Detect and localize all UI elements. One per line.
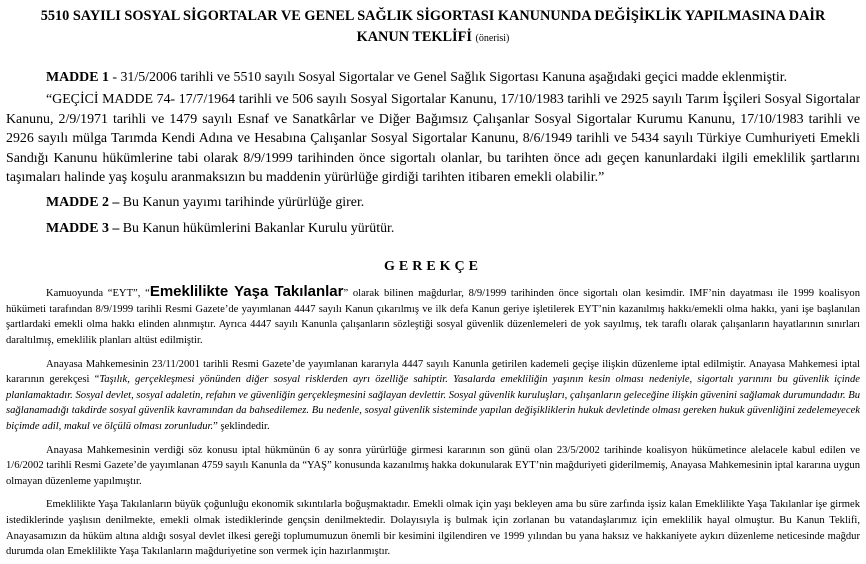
madde-3-text: Bu Kanun hükümlerini Bakanlar Kurulu yürütür.	[119, 220, 395, 236]
madde-1-label: MADDE 1	[46, 70, 109, 85]
document-title	[6, 0, 860, 49]
madde-1-text: - 31/5/2006 tarihli ve 5510 sayılı Sosyal Sigortalar ve Genel Sağlık Sigortası Kanuna aşağıdaki geçici madde eklenmiştir.	[108, 70, 788, 85]
madde-2-text: Bu Kanun yayımı tarihinde yürürlüğe girer.	[119, 195, 365, 211]
madde-2	[6, 193, 860, 212]
madde-2-label: MADDE 2 –	[46, 195, 120, 211]
gerekce-p1-emphasis: Emeklilikte Yaşa Takılanlar	[149, 283, 344, 301]
gerekce-p2-b: ” şeklindedir.	[213, 421, 270, 432]
gerekce-heading: GEREKÇE	[383, 259, 482, 275]
gerekce-paragraph-3: Anayasa Mahkemesinin verdiği söz konusu iptal hükmünün 6 ay sonra yürürlüğe girmesi kararının son günü olan 23/5/2002 tarihinde koalisyon hükümetince alelacele kabul edilen ve 1/6/2002 tarihli Resmi Gazete’de yayımlanan 4759 sayılı Kanunla da “YAŞ” konusunda kazanılmış hakka dokunularak EYT’nin mağduriyeti giderilmemiş, Anayasa Mahkemesinin iptal kararına uygun olmayan düzenleme yapılmıştır.	[6, 444, 860, 487]
gerekce-paragraph-2	[6, 357, 860, 435]
madde-1	[6, 68, 860, 87]
gerekce-p2-a: Anayasa Mahkemesinin 23/11/2001 tarihli Resmi Gazete’de yayımlanan kararıyla 4447 sayılı Kanunla getirilen kademeli geçişe ilişkin düzenleme iptal edilmiştir. Anayasa Mahkemesi iptal kararının gerekçesi “	[6, 358, 860, 386]
title-line-1: 5510 SAYILI SOSYAL SİGORTALAR VE GENEL SAĞLIK SİGORTASI KANUNUNDA DEĞİŞİKLİK YAPILMASINA DAİR	[40, 8, 826, 24]
title-line-2	[6, 27, 860, 49]
madde-3-label: MADDE 3 –	[46, 220, 120, 236]
gerekce-paragraph-4: Emeklilikte Yaşa Takılanların büyük çoğunluğu ekonomik sıkıntılarla boğuşmaktadır. Emekli olmak için yaşı bekleyen ama bu süre zarfında işsiz kalan Emeklilikte Yaşa Takılanlar işe girmek istediklerinde yaşlısın denilmekte, emekli olmak istediklerinde gençsin denilmektedir. Dolayısıyla iş bulmak için zorlanan bu vatandaşlarımız için emeklilik hayal olmuştur. Bu Kanun Teklifi, Anayasamızın da hüküm altına aldığı sosyal devlet ilkesi gereği toplumumuzun önemli bir kesimini ilgilendiren ve 1999 yılından bu yana haksız ve hakkaniyete aykırı düzenleme neticesinde mağdur durumda olan Emeklilikte Yaşa Takılanların mağduriyetine son vermek için hazırlanmıştır.	[6, 499, 860, 558]
madde-3	[6, 219, 860, 238]
title-onerisi: (önerisi)	[475, 33, 510, 44]
gecici-madde-74: “GEÇİCİ MADDE 74- 17/7/1964 tarihli ve 506 sayılı Sosyal Sigortalar Kanunu, 17/10/1983 tarihli ve 2925 sayılı Tarım İşçileri Sosyal Sigortalar Kanunu, 2/9/1971 tarihli ve 1479 sayılı Esnaf ve Sanatkârlar ve Diğer Bağımsız Çalışanlar Sosyal Sigortalar Kurumu Kanunu, 17/10/1983 tarihli ve 2926 sayılı mülga Tarımda Kendi Adına ve Hesabına Çalışanlar Sosyal Sigortalar Kanunu, 8/6/1949 tarihli ve 5434 sayılı Türkiye Cumhuriyeti Emekli Sandığı Kanunu hükümlerine tabi olarak 8/9/1999 tarihinden önce sigortalı olanlar, bu tarihten önce adı geçen kanunlardaki ilgili emeklilik şartlarını taşımaları halinde yaş koşulu aranmaksızın bu maddenin yürürlüğe girdiği tarihten itibaren emekli olabilir.”	[6, 92, 860, 186]
gerekce-paragraph-1	[6, 284, 860, 348]
gerekce-p2-quote: Taşılık, gerçekleşmesi yönünden diğer sosyal risklerden ayrı özelliğe sahiptir. Yasalarda emekliliğin yaşının kesin olması nedeniyle, sigortalı yarınını bu güvenlik içinde planlamaktadır. Sosyal devlet, sosyal adaletin, refahın ve güvenliğin gerçekleşmesini sağlayan devlettir. Sosyal güvenlik kuruluşları, çalışanların geleceğine ilişkin güvenini sağlamak durumundadır. Bu sağlanamadığı takdirde sosyal güvenlik kavramından da bahsedilemez. Bu nedenle, sosyal güvenlik sisteminde yapılan değişikliklerin hukuk devletinde olması gereken hukuk güvenliğini zedelemeyecek biçimde adil, makul ve ölçülü olması zorunludur.	[6, 374, 860, 432]
gerekce-p1-b: ” olarak bilinen mağdurlar, 8/9/1999 tarihinden önce sigortalı olan kesimdir. IMF’nin dayatması ile 1999 koalisyon hükümeti tarafından 8/9/1999 tarihli Resmi Gazete’de yayımlanan 4447 sayılı Kanun çıkarılmış ve ilk defa Kanun geriye işletilerek EYT’nin kazanılmış hakkı/emekli olma hakkı, yani işe başlanılan şartlardaki emekli olma hakkı elinden alınmıştır. Ayrıca 4447 sayılı Kanunla çalışanların sözleştiği sosyal güvenlik düzenlemeleri de yok sayılmış, tek taraflı olarak çalışanların hayatlarının sınırları daraltılmış, emeklilik planları altüst edilmiştir.	[6, 288, 860, 347]
title-line-2-text: KANUN TEKLİFİ	[356, 29, 472, 45]
gerekce-p1-a: Kamuoyunda “EYT”, “	[46, 288, 150, 300]
